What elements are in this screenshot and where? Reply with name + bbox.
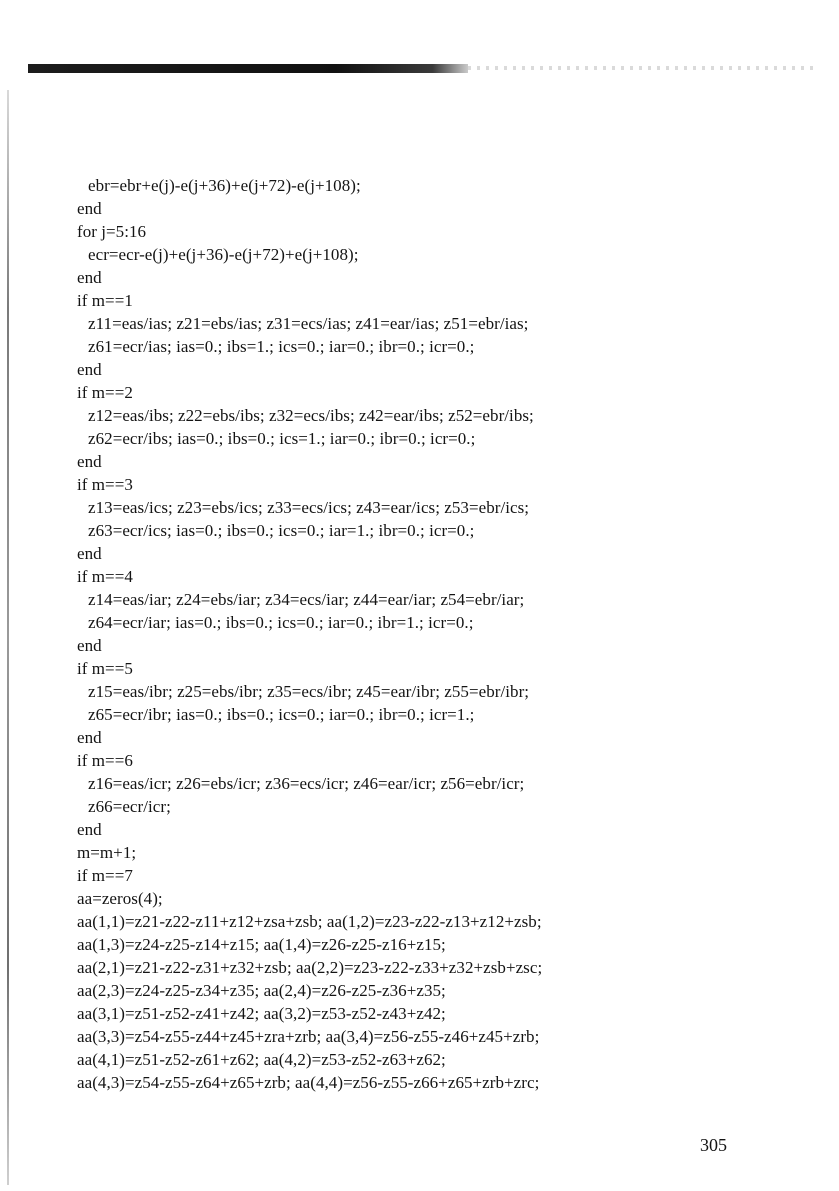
code-line: z65=ecr/ibr; ias=0.; ibs=0.; ics=0.; iar=0.; ibr=0.; icr=1.; [88,705,475,724]
code-line: end [77,360,102,379]
code-line: end [77,728,102,747]
code-line: for j=5:16 [77,222,147,241]
code-line: if m==5 [77,659,133,678]
scan-left-edge [7,90,9,1185]
code-line: end [77,544,102,563]
code-line: z13=eas/ics; z23=ebs/ics; z33=ecs/ics; z43=ear/ics; z53=ebr/ics; [88,498,530,517]
code-line: aa(3,3)=z54-z55-z44+z45+zra+zrb; aa(3,4)=z56-z55-z46+z45+zrb; [77,1027,540,1046]
code-line: if m==6 [77,751,133,770]
code-line: aa(1,3)=z24-z25-z14+z15; aa(1,4)=z26-z25-z16+z15; [77,935,446,954]
code-line: if m==4 [77,567,133,586]
scan-top-bar-fade [468,66,818,70]
code-line: z16=eas/icr; z26=ebs/icr; z36=ecs/icr; z46=ear/icr; z56=ebr/icr; [88,774,525,793]
code-line: end [77,452,102,471]
code-line: ebr=ebr+e(j)-e(j+36)+e(j+72)-e(j+108); [88,176,361,195]
page-number: 305 [700,1135,727,1155]
code-line: end [77,636,102,655]
code-line: if m==7 [77,866,133,885]
code-line: if m==2 [77,383,133,402]
code-line: end [77,268,102,287]
code-line: z63=ecr/ics; ias=0.; ibs=0.; ics=0.; iar=1.; ibr=0.; icr=0.; [88,521,475,540]
code-line: z62=ecr/ibs; ias=0.; ibs=0.; ics=1.; iar=0.; ibr=0.; icr=0.; [88,429,476,448]
code-line: aa=zeros(4); [77,889,163,908]
code-line: end [77,820,102,839]
code-line: aa(4,1)=z51-z52-z61+z62; aa(4,2)=z53-z52-z63+z62; [77,1050,446,1069]
scan-top-bar [28,64,468,73]
code-line: aa(2,3)=z24-z25-z34+z35; aa(2,4)=z26-z25-z36+z35; [77,981,446,1000]
code-line: z61=ecr/ias; ias=0.; ibs=1.; ics=0.; iar=0.; ibr=0.; icr=0.; [88,337,475,356]
code-line: if m==3 [77,475,133,494]
code-line: z15=eas/ibr; z25=ebs/ibr; z35=ecs/ibr; z45=ear/ibr; z55=ebr/ibr; [88,682,530,701]
code-line: if m==1 [77,291,133,310]
code-line: aa(1,1)=z21-z22-z11+z12+zsa+zsb; aa(1,2)=z23-z22-z13+z12+zsb; [77,912,542,931]
code-line: ecr=ecr-e(j)+e(j+36)-e(j+72)+e(j+108); [88,245,359,264]
code-line: z66=ecr/icr; [88,797,171,816]
code-line: end [77,199,102,218]
code-line: z14=eas/iar; z24=ebs/iar; z34=ecs/iar; z44=ear/iar; z54=ebr/iar; [88,590,525,609]
code-line: m=m+1; [77,843,137,862]
code-line: aa(4,3)=z54-z55-z64+z65+zrb; aa(4,4)=z56-z55-z66+z65+zrb+zrc; [77,1073,540,1092]
code-line: z64=ecr/iar; ias=0.; ibs=0.; ics=0.; iar=0.; ibr=1.; icr=0.; [88,613,474,632]
code-line: aa(2,1)=z21-z22-z31+z32+zsb; aa(2,2)=z23-z22-z33+z32+zsb+zsc; [77,958,543,977]
code-line: aa(3,1)=z51-z52-z41+z42; aa(3,2)=z53-z52-z43+z42; [77,1004,446,1023]
code-line: z11=eas/ias; z21=ebs/ias; z31=ecs/ias; z41=ear/ias; z51=ebr/ias; [88,314,529,333]
code-line: z12=eas/ibs; z22=ebs/ibs; z32=ecs/ibs; z42=ear/ibs; z52=ebr/ibs; [88,406,534,425]
